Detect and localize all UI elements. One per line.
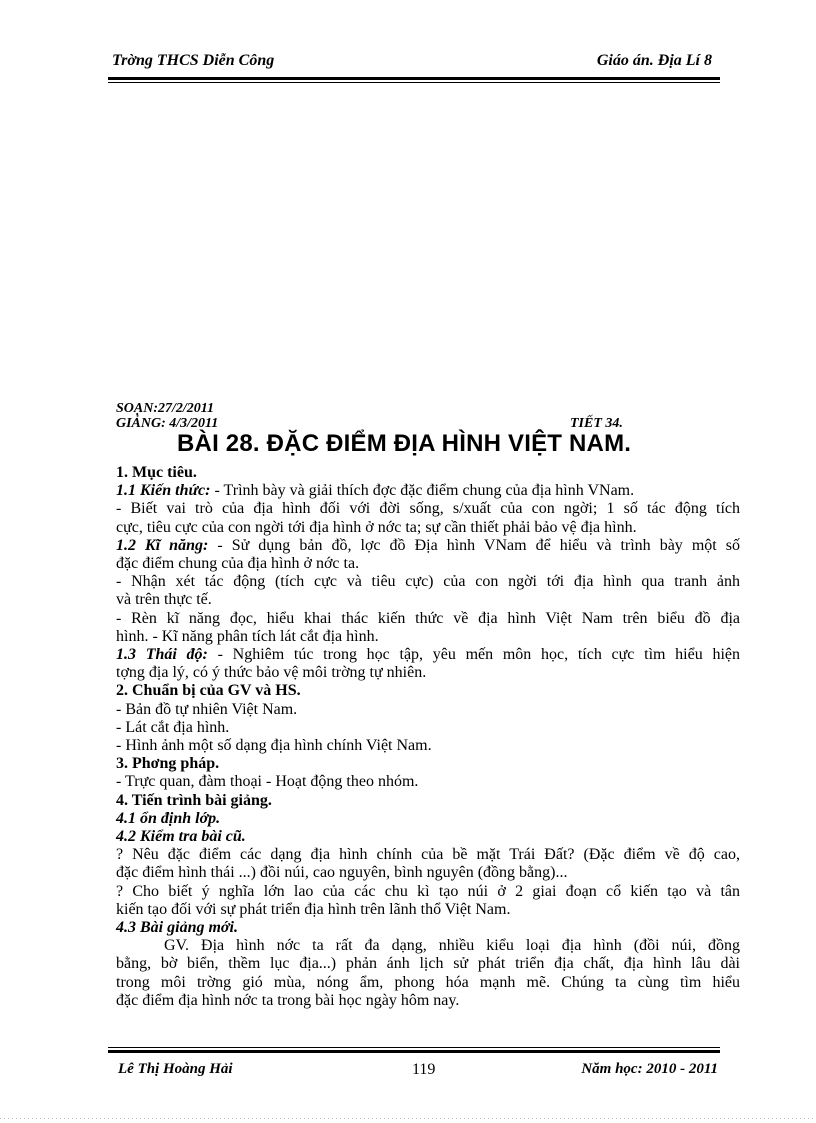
sec3-heading: 3. Phơng pháp. [116, 755, 220, 773]
kn-line-6: hình. - Kĩ năng phân tích lát cắt địa hình. [116, 627, 379, 645]
intro-line-4: đặc điểm địa hình nớc ta trong bài học ngày hôm nay. [116, 991, 460, 1009]
question-2-line-1: ? Cho biết ý nghĩa lớn lao của các chu kì tạo núi ở 2 giai đoạn cổ kiến tạo và tân [116, 882, 740, 900]
footer-rule-thin [108, 1047, 720, 1048]
sec42-heading: 4.2 Kiểm tra bài cũ. [116, 828, 246, 846]
sec41-heading: 4.1 ổn định lớp. [116, 809, 221, 827]
td-line-2: tợng địa lý, có ý thức bảo vệ môi trờng tự nhiên. [116, 664, 427, 682]
kn-line-3: - Nhận xét tác động (tích cực và tiêu cực) của con ngời tới địa hình qua tranh ảnh [116, 573, 740, 591]
header-subject: Giáo án. Địa Lí 8 [596, 52, 712, 69]
intro-line-3: trong môi trờng gió mùa, nóng ẩm, phong hóa mạnh mẽ. Chúng ta cùng tìm hiểu [116, 973, 740, 991]
sec4-heading: 4. Tiến trình bài giảng. [116, 791, 272, 809]
kn-line-2: đặc điểm chung của địa hình ở nớc ta. [116, 555, 360, 573]
header-rule-thin [108, 82, 720, 83]
lesson-title: BÀI 28. ĐẶC ĐIỂM ĐỊA HÌNH VIỆT NAM. [177, 430, 632, 457]
page-header [108, 52, 720, 74]
td-text: - Nghiêm túc trong học tập, yêu mến môn học, tích cực tìm hiểu hiện [207, 646, 740, 664]
soan-date: SOẠN:27/2/2011 [116, 401, 215, 416]
header-rule-thick [108, 77, 720, 80]
question-1-line-1: ? Nêu đặc điểm các dạng địa hình chính của bề mặt Trái Đất? (Đặc điểm về độ cao, [116, 846, 740, 864]
tiet-number: TIẾT 34. [570, 416, 623, 431]
kt-line-1 [116, 482, 740, 500]
page-footer [108, 1061, 720, 1081]
sec2-item: - Bản đồ tự nhiên Việt Nam. [116, 700, 298, 718]
question-1-line-2: đặc điểm hình thái ...) đồi núi, cao nguyên, bình nguyên (đồng bằng)... [116, 864, 568, 882]
footer-author: Lê Thị Hoàng Hải [118, 1061, 233, 1077]
sec2-item: - Hình ảnh một số dạng địa hình chính Việt Nam. [116, 737, 432, 755]
kt-label: 1.1 Kiến thức: [116, 482, 211, 500]
lesson-body [116, 464, 740, 1010]
bottom-dotted-border [0, 1118, 816, 1119]
footer-rule-thick [108, 1050, 720, 1053]
sec3-text: - Trực quan, đàm thoại - Hoạt động theo nhóm. [116, 773, 419, 791]
sec2-item: - Lát cắt địa hình. [116, 718, 230, 736]
kn-line-1 [116, 537, 740, 555]
header-school: Trờng THCS Diễn Công [112, 52, 275, 69]
kn-text: - Sử dụng bản đồ, lợc đồ Địa hình VNam để hiểu và trình bày một số [208, 536, 740, 554]
intro-line-2: bằng, bờ biển, thềm lục địa...) phản ánh lịch sử phát triển địa chất, địa hình lâu dài [116, 955, 740, 973]
giang-date: GIẢNG: 4/3/2011 [116, 416, 219, 431]
page-number: 119 [412, 1061, 436, 1078]
sec43-heading: 4.3 Bài giảng mới. [116, 919, 238, 937]
kt-line-3: cực, tiêu cực của con ngời tới địa hình ở nớc ta; sự cần thiết phải bảo vệ địa hình. [116, 518, 637, 536]
sec2-heading: 2. Chuẩn bị của GV và HS. [116, 682, 301, 700]
kt-text: - Trình bày và giải thích đợc đặc điểm chung của địa hình VNam. [210, 482, 635, 500]
kt-line-2: - Biết vai trò của địa hình đối với đời sống, s/xuất của con ngời; 1 số tác động tích [116, 500, 740, 518]
intro-line-1: GV. Địa hình nớc ta rất đa dạng, nhiều kiểu loại địa hình (đồi núi, đồng [164, 937, 740, 955]
question-2-line-2: kiến tạo đối với sự phát triển địa hình trên lãnh thổ Việt Nam. [116, 900, 511, 918]
kn-label: 1.2 Kĩ năng: [116, 536, 209, 554]
kn-line-4: và trên thực tế. [116, 591, 212, 609]
footer-school-year: Năm học: 2010 - 2011 [581, 1061, 718, 1077]
sec1-heading: 1. Mục tiêu. [116, 464, 197, 481]
td-label: 1.3 Thái độ: [116, 646, 208, 664]
td-line-1 [116, 646, 740, 664]
kn-line-5: - Rèn kĩ năng đọc, hiểu khai thác kiến thức về địa hình Việt Nam trên biểu đồ địa [116, 609, 740, 627]
